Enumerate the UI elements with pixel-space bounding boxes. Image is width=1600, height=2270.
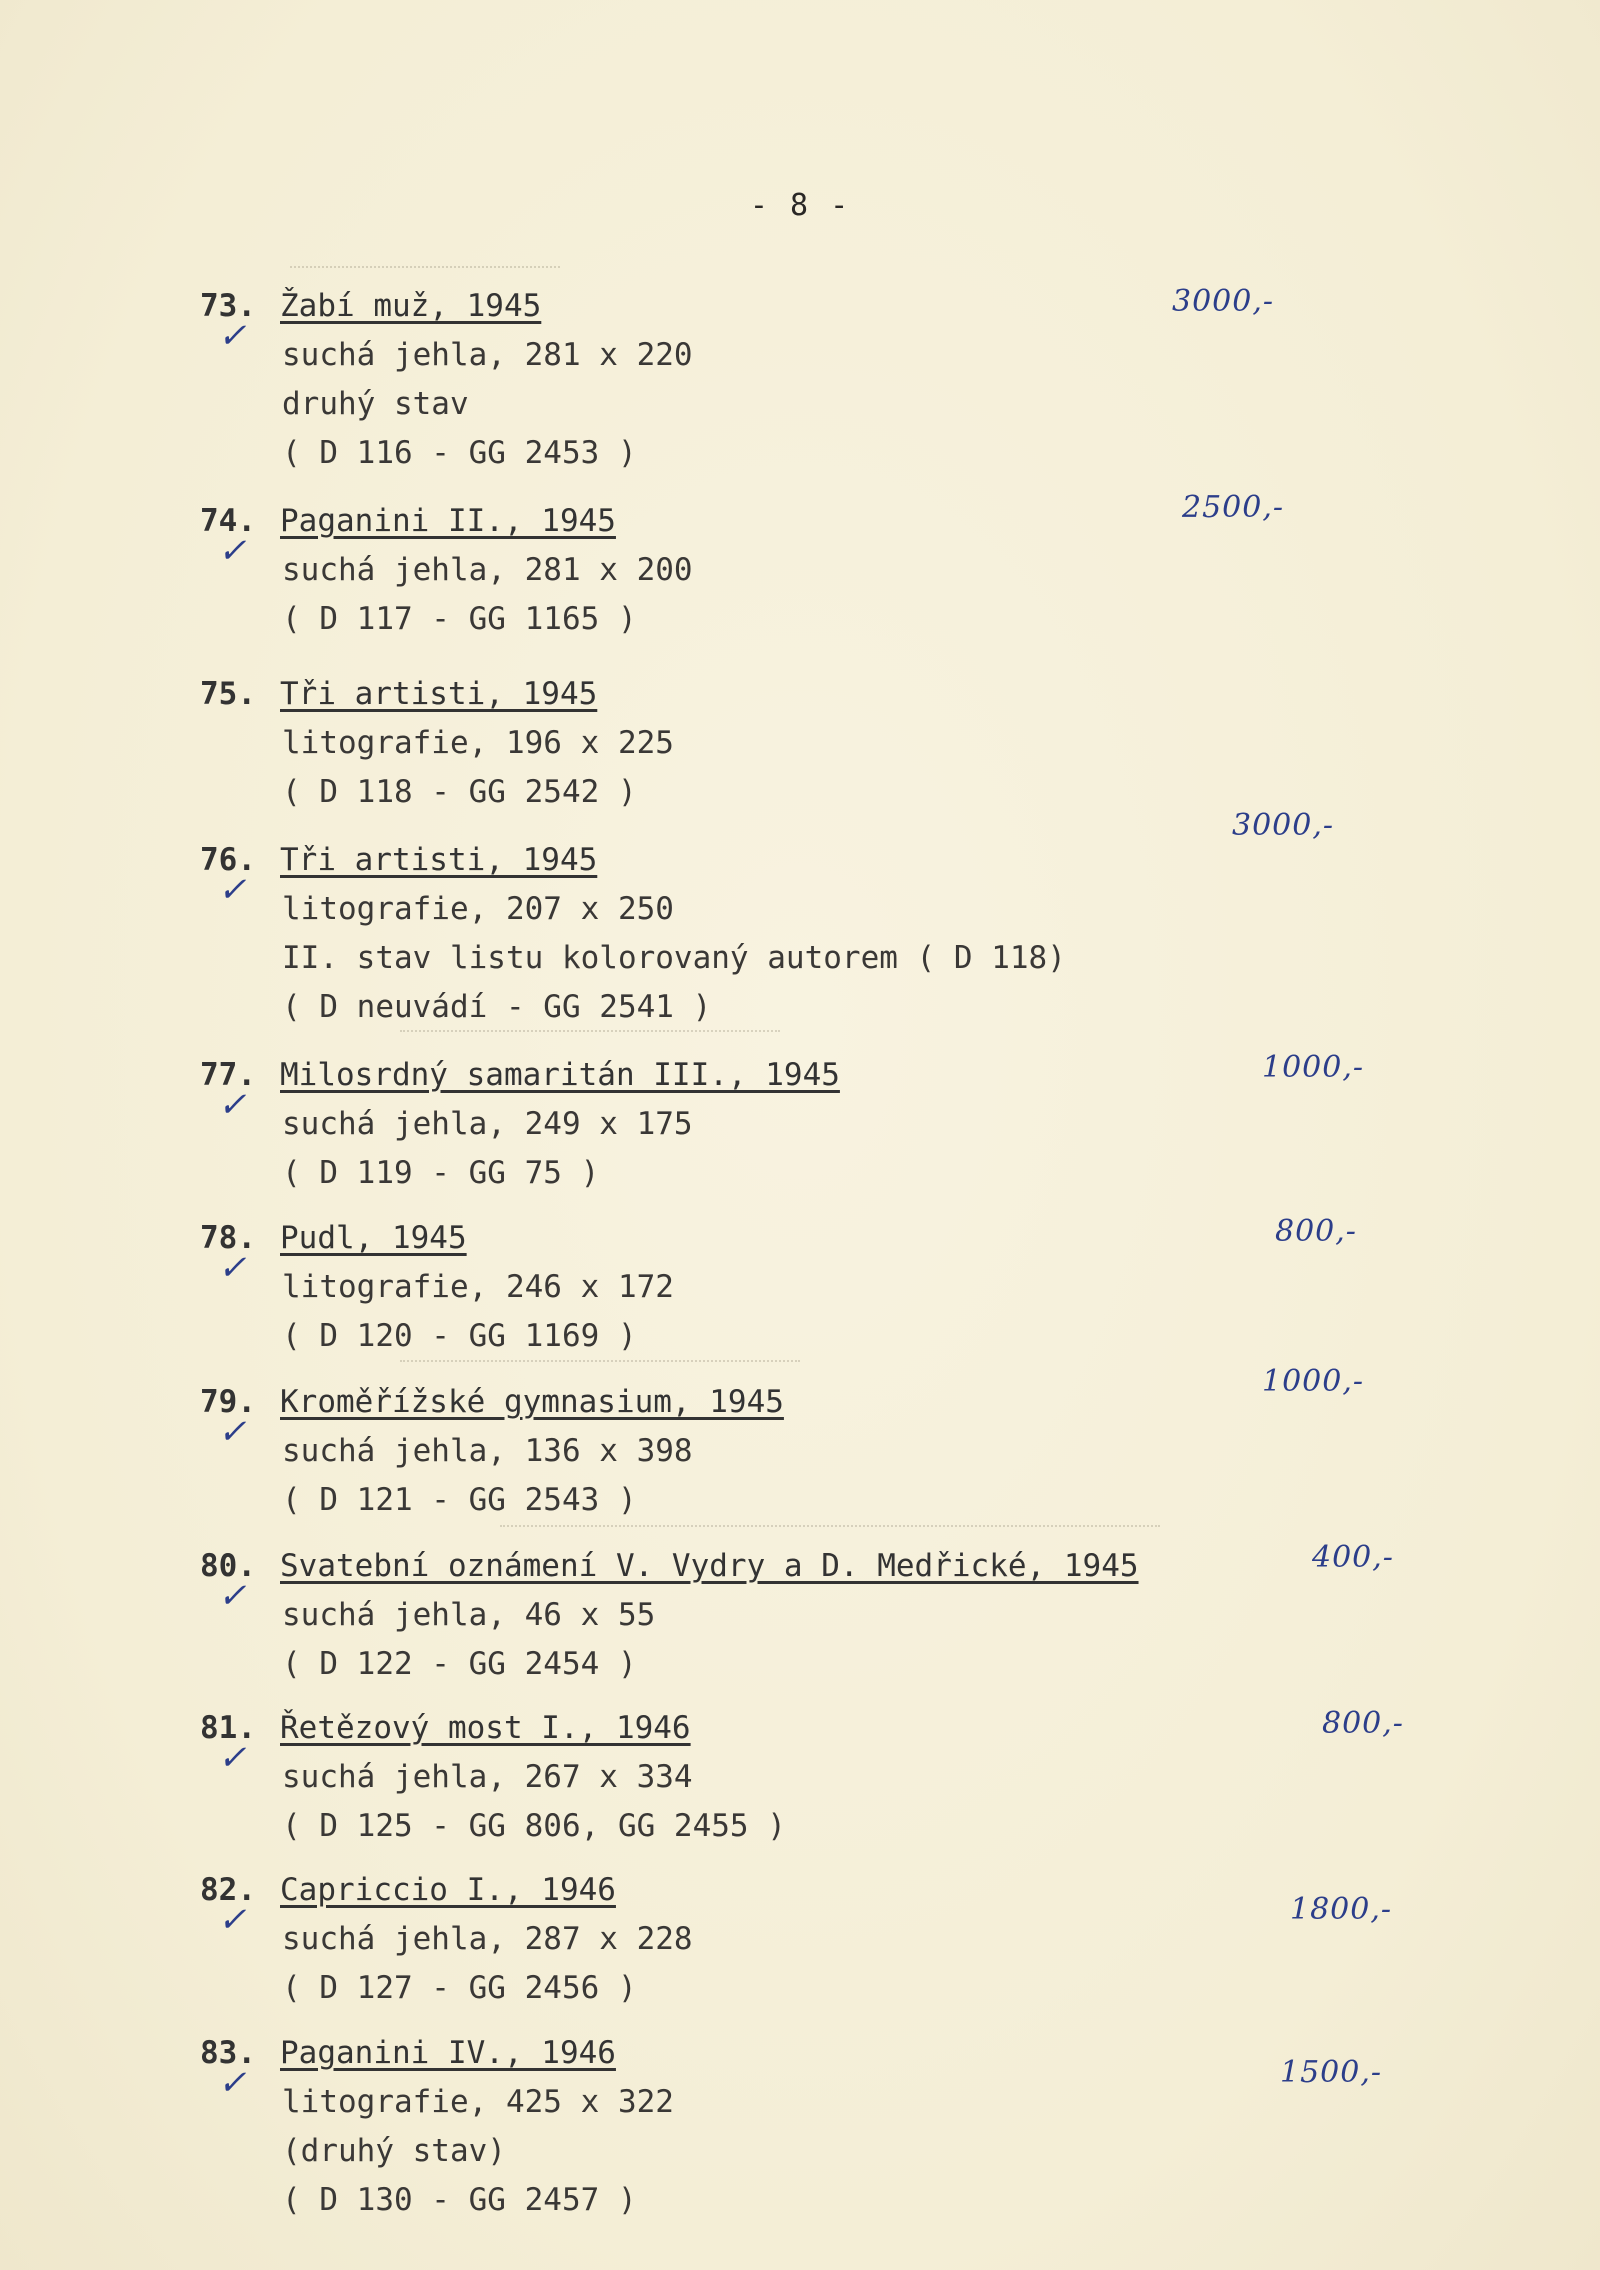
entry-number: 73. <box>200 288 256 324</box>
entry-technique: suchá jehla, 267 x 334 <box>282 1759 693 1795</box>
entry-title: Tři artisti, 1945 <box>280 676 598 712</box>
entry-number: 77. <box>200 1057 256 1093</box>
entry-number: 82. <box>200 1872 256 1908</box>
entry-number: 75. <box>200 676 256 712</box>
checkmark-icon: ✓ <box>218 1248 247 1288</box>
entry-reference: ( D 130 - GG 2457 ) <box>282 2182 637 2218</box>
page-number: - 8 - <box>749 188 851 223</box>
entry-title: Paganini IV., 1946 <box>280 2035 616 2071</box>
entry-technique: suchá jehla, 249 x 175 <box>282 1106 693 1142</box>
handwritten-price: 400,- <box>1312 1540 1394 1575</box>
checkmark-icon: ✓ <box>218 1085 247 1125</box>
divider <box>500 1525 1160 1527</box>
entry-title: Pudl, 1945 <box>280 1220 467 1256</box>
handwritten-price: 1000,- <box>1262 1050 1365 1085</box>
handwritten-price: 3000,- <box>1232 808 1335 843</box>
entry-number: 76. <box>200 842 256 878</box>
entry-reference: ( D 119 - GG 75 ) <box>282 1155 600 1191</box>
entry-title: Žabí muž, 1945 <box>280 288 542 324</box>
divider <box>290 266 560 268</box>
checkmark-icon: ✓ <box>218 1576 247 1616</box>
entry-title: Kroměřížské gymnasium, 1945 <box>280 1384 784 1420</box>
entry-title: Tři artisti, 1945 <box>280 842 598 878</box>
checkmark-icon: ✓ <box>218 870 247 910</box>
entry-number: 81. <box>200 1710 256 1746</box>
entry-number: 78. <box>200 1220 256 1256</box>
checkmark-icon: ✓ <box>218 531 247 571</box>
handwritten-price: 800,- <box>1322 1706 1404 1741</box>
entry-reference: ( D 120 - GG 1169 ) <box>282 1318 637 1354</box>
divider <box>400 1030 780 1032</box>
entry-reference: ( D neuvádí - GG 2541 ) <box>282 989 712 1025</box>
entry-technique: suchá jehla, 281 x 220 <box>282 337 693 373</box>
entry-reference: ( D 116 - GG 2453 ) <box>282 435 637 471</box>
entry-reference: ( D 121 - GG 2543 ) <box>282 1482 637 1518</box>
handwritten-price: 1800,- <box>1290 1892 1393 1927</box>
divider <box>400 1360 800 1362</box>
checkmark-icon: ✓ <box>218 2063 247 2103</box>
handwritten-price: 3000,- <box>1172 284 1275 319</box>
entry-state: (druhý stav) <box>282 2133 506 2169</box>
entry-reference: ( D 122 - GG 2454 ) <box>282 1646 637 1682</box>
entry-technique: litografie, 246 x 172 <box>282 1269 674 1305</box>
entry-technique: litografie, 425 x 322 <box>282 2084 674 2120</box>
entry-number: 83. <box>200 2035 256 2071</box>
entry-title: Capriccio I., 1946 <box>280 1872 616 1908</box>
entry-number: 80. <box>200 1548 256 1584</box>
entry-technique: suchá jehla, 46 x 55 <box>282 1597 656 1633</box>
entry-state: II. stav listu kolorovaný autorem ( D 118) <box>282 940 1066 976</box>
checkmark-icon: ✓ <box>218 1412 247 1452</box>
entry-reference: ( D 117 - GG 1165 ) <box>282 601 637 637</box>
handwritten-price: 2500,- <box>1182 490 1285 525</box>
checkmark-icon: ✓ <box>218 1738 247 1778</box>
entry-reference: ( D 127 - GG 2456 ) <box>282 1970 637 2006</box>
entry-title: Milosrdný samaritán III., 1945 <box>280 1057 840 1093</box>
handwritten-price: 1000,- <box>1262 1364 1365 1399</box>
entry-title: Paganini II., 1945 <box>280 503 616 539</box>
entry-technique: litografie, 207 x 250 <box>282 891 674 927</box>
entry-state: druhý stav <box>282 386 469 422</box>
entry-title: Řetězový most I., 1946 <box>280 1710 691 1746</box>
entry-reference: ( D 125 - GG 806, GG 2455 ) <box>282 1808 786 1844</box>
entry-number: 79. <box>200 1384 256 1420</box>
handwritten-price: 1500,- <box>1280 2055 1383 2090</box>
entry-technique: suchá jehla, 281 x 200 <box>282 552 693 588</box>
handwritten-price: 800,- <box>1275 1214 1357 1249</box>
checkmark-icon: ✓ <box>218 1900 247 1940</box>
entry-technique: suchá jehla, 287 x 228 <box>282 1921 693 1957</box>
entry-technique: suchá jehla, 136 x 398 <box>282 1433 693 1469</box>
entry-reference: ( D 118 - GG 2542 ) <box>282 774 637 810</box>
entry-number: 74. <box>200 503 256 539</box>
entry-title: Svatební oznámení V. Vydry a D. Medřické, 1945 <box>280 1548 1139 1584</box>
entry-technique: litografie, 196 x 225 <box>282 725 674 761</box>
checkmark-icon: ✓ <box>218 316 247 356</box>
